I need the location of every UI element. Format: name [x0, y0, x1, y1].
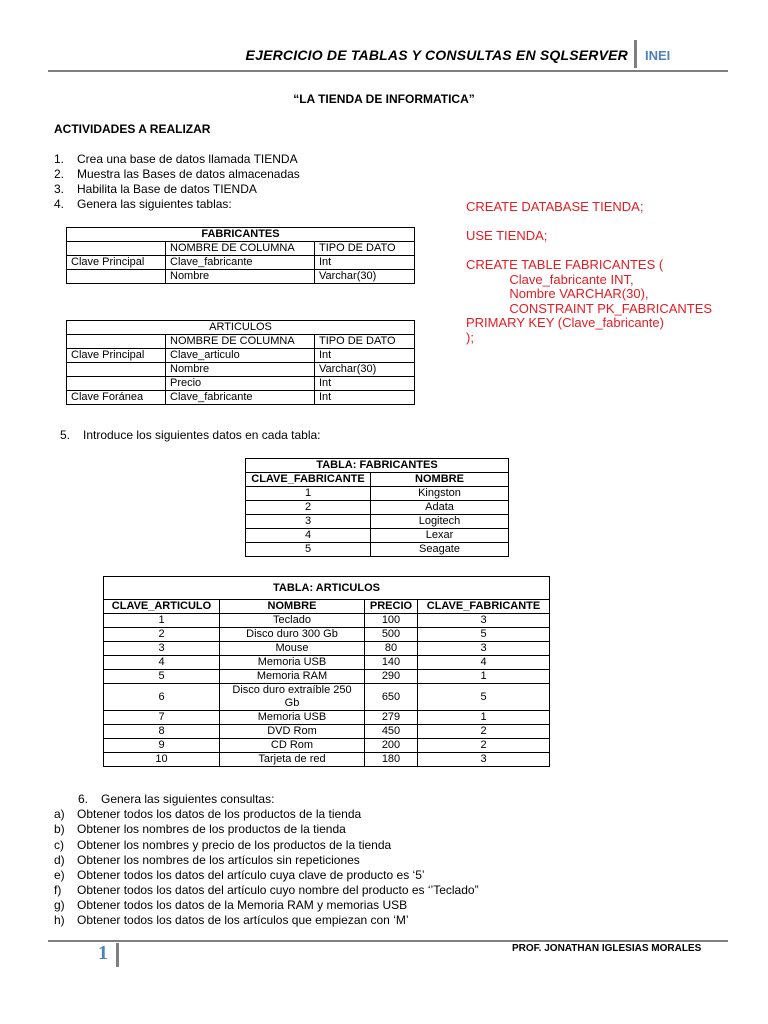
fabricantes-data-table: [245, 458, 509, 557]
footer-author: PROF. JONATHAN IGLESIAS MORALES: [512, 943, 702, 954]
sql-code-block: [466, 200, 712, 345]
articulos-data-table: [103, 576, 550, 767]
query-item: a) Obtener todos los datos de los productos de la tienda: [54, 807, 362, 821]
table-row: 1 Kingston: [246, 487, 509, 501]
table-row: 8 DVD Rom 450 2: [104, 725, 550, 739]
table-title: TABLA: ARTICULOS: [104, 577, 550, 600]
table-row: 7 Memoria USB 279 1: [104, 711, 550, 725]
code-line: CONSTRAINT PK_FABRICANTES: [466, 300, 713, 316]
table-row: Clave Principal Clave_fabricante Int: [67, 256, 415, 270]
column-header: TIPO DE DATO: [315, 242, 415, 256]
code-line: Nombre VARCHAR(30),: [466, 286, 649, 301]
section-title: ACTIVIDADES A REALIZAR: [54, 122, 211, 136]
column-header: NOMBRE: [371, 473, 509, 487]
list-item: 5. Introduce los siguientes datos en cada tabla:: [60, 428, 321, 442]
header-title: EJERCICIO DE TABLAS Y CONSULTAS EN SQLSERVER: [245, 47, 628, 63]
query-item: h) Obtener todos los datos de los artículos que empiezan con ‘M’: [54, 913, 409, 927]
list-item: 2. Muestra las Bases de datos almacenadas: [54, 167, 300, 181]
table-title: TABLA: FABRICANTES: [246, 459, 509, 473]
header-divider: [634, 40, 637, 68]
column-header: NOMBRE DE COLUMNA: [166, 242, 315, 256]
code-line: [466, 215, 712, 230]
footer-divider: [116, 943, 119, 967]
table-row: Clave Principal Clave_articulo Int: [67, 349, 415, 363]
table-row: 9 CD Rom 200 2: [104, 739, 550, 753]
column-header: NOMBRE: [220, 600, 365, 614]
table-row: Nombre Varchar(30): [67, 270, 415, 284]
page-number: 1: [98, 942, 108, 964]
code-line: [466, 244, 712, 259]
list-item: 3. Habilita la Base de datos TIENDA: [54, 182, 257, 196]
column-header: CLAVE_ARTICULO: [104, 600, 220, 614]
code-line: USE TIENDA;: [466, 228, 548, 243]
column-header: CLAVE_FABRICANTE: [246, 473, 371, 487]
table-row: 3 Logitech: [246, 515, 509, 529]
table-row: Nombre Varchar(30): [67, 363, 415, 377]
column-header: NOMBRE DE COLUMNA: [166, 335, 315, 349]
query-item: d) Obtener los nombres de los artículos sin repeticiones: [54, 853, 360, 867]
footer-rule: [48, 940, 728, 942]
table-row: 3 Mouse 80 3: [104, 642, 550, 656]
table-row: 10 Tarjeta de red 180 3: [104, 753, 550, 767]
table-title: ARTICULOS: [67, 321, 415, 335]
list-item: 4. Genera las siguientes tablas:: [54, 197, 232, 211]
document-title: “LA TIENDA DE INFORMATICA”: [293, 92, 475, 106]
table-row: 1 Teclado 100 3: [104, 614, 550, 628]
table-row: 2 Disco duro 300 Gb 500 5: [104, 628, 550, 642]
table-row: 6 Disco duro extraíble 250 Gb 650 5: [104, 684, 550, 711]
code-line: );: [466, 329, 474, 345]
query-item: b) Obtener los nombres de los productos de la tienda: [54, 822, 346, 836]
table-row: 5 Seagate: [246, 543, 509, 557]
table-row: 4 Lexar: [246, 529, 509, 543]
column-header: CLAVE_FABRICANTE: [418, 600, 550, 614]
table-title: FABRICANTES: [67, 228, 415, 242]
code-line: Clave_fabricante INT,: [466, 271, 634, 287]
table-row: Clave Foránea Clave_fabricante Int: [67, 391, 415, 405]
query-item: e) Obtener todos los datos del artículo cuya clave de producto es ‘5’: [54, 868, 425, 882]
fabricantes-schema-table: [66, 227, 415, 284]
query-item: g) Obtener todos los datos de la Memoria RAM y memorias USB: [54, 898, 408, 912]
code-line: PRIMARY KEY (Clave_fabricante): [466, 315, 664, 330]
code-line: CREATE TABLE FABRICANTES (: [466, 257, 664, 272]
column-header: TIPO DE DATO: [315, 335, 415, 349]
query-item: f) Obtener todos los datos del artículo cuyo nombre del producto es ‘’Teclado”: [54, 883, 479, 897]
list-item: 1. Crea una base de datos llamada TIENDA: [54, 152, 298, 166]
articulos-schema-table: [66, 320, 415, 405]
table-row: Precio Int: [67, 377, 415, 391]
column-header: PRECIO: [365, 600, 418, 614]
table-row: 4 Memoria USB 140 4: [104, 656, 550, 670]
table-row: 2 Adata: [246, 501, 509, 515]
table-row: 5 Memoria RAM 290 1: [104, 670, 550, 684]
list-item: 6. Genera las siguientes consultas:: [78, 792, 275, 806]
header-rule: [48, 70, 728, 72]
header-org: INEI: [645, 48, 671, 63]
query-item: c) Obtener los nombres y precio de los productos de la tienda: [54, 838, 392, 852]
code-line: CREATE DATABASE TIENDA;: [466, 199, 644, 214]
